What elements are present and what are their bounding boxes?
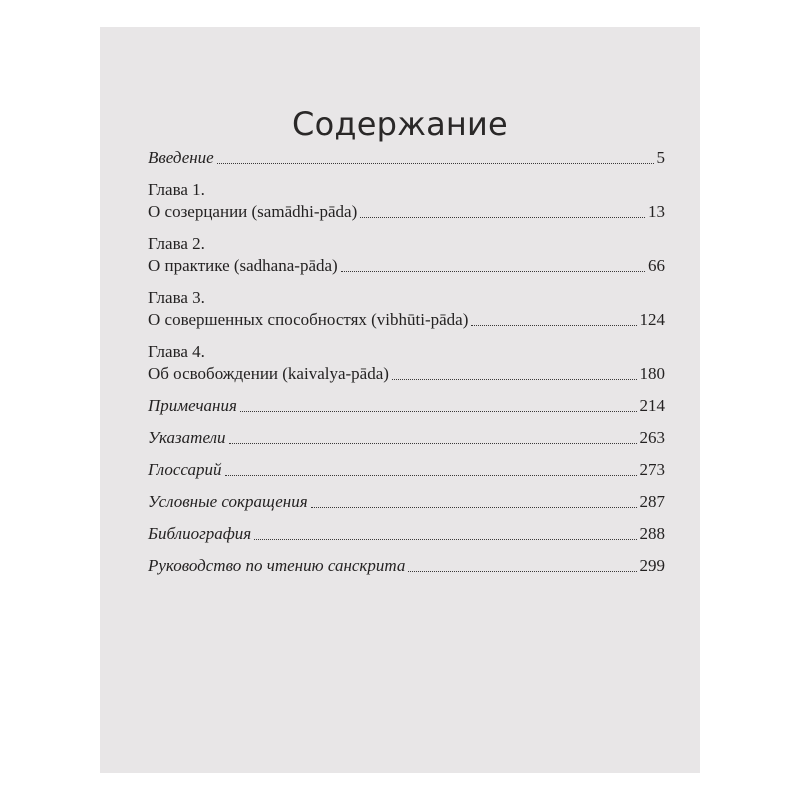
toc-entry-text: Об освобождении (kaivalya-pāda) [148, 364, 389, 383]
page-title: Содержание [292, 105, 508, 143]
dot-leader [408, 571, 636, 572]
toc-entry-chapter-1 [148, 179, 665, 223]
toc-entry-text: О совершенных способностях (vibhūti-pāda) [148, 310, 469, 329]
chapter-label: Глава 1. [148, 180, 205, 199]
toc-entry-bibliography [148, 523, 665, 545]
chapter-label: Глава 3. [148, 288, 205, 307]
toc-entry-text: Примечания [148, 396, 237, 415]
dot-leader [217, 163, 654, 164]
toc-entry-chapter-3 [148, 287, 665, 331]
toc-page-number: 287 [639, 492, 665, 511]
dot-leader [225, 475, 637, 476]
toc-entry-notes [148, 395, 665, 417]
toc-page-number: 13 [648, 202, 665, 221]
toc-entry-chapter-2 [148, 233, 665, 277]
toc-entry-text: Руководство по чтению санскрита [148, 556, 406, 575]
dot-leader [341, 271, 645, 272]
dot-leader [311, 507, 637, 508]
toc-entry-text: Указатели [148, 428, 226, 447]
toc-page-number: 180 [639, 364, 665, 383]
toc-page-number: 66 [648, 256, 665, 275]
book-page [100, 27, 700, 773]
table-of-contents [148, 147, 665, 577]
toc-entry-text: Библиография [148, 524, 252, 543]
toc-entry-abbreviations [148, 491, 665, 513]
dot-leader [392, 379, 637, 380]
toc-page-number: 124 [639, 310, 665, 329]
toc-entry-chapter-4 [148, 341, 665, 385]
toc-page-number: 5 [656, 148, 665, 167]
toc-page-number: 273 [639, 460, 665, 479]
toc-page-number: 288 [639, 524, 665, 543]
dot-leader [240, 411, 637, 412]
toc-entry-text: Введение [148, 148, 214, 167]
toc-entry-indexes [148, 427, 665, 449]
chapter-label: Глава 4. [148, 342, 205, 361]
dot-leader [229, 443, 637, 444]
dot-leader [254, 539, 636, 540]
toc-entry-text: О созерцании (samādhi-pāda) [148, 202, 358, 221]
toc-entry-glossary [148, 459, 665, 481]
toc-entry-introduction [148, 147, 665, 169]
toc-entry-text: Глоссарий [148, 460, 222, 479]
toc-page-number: 263 [639, 428, 665, 447]
toc-entry-text: Условные сокращения [148, 492, 308, 511]
toc-entry-text: О практике (sadhana-pāda) [148, 256, 338, 275]
toc-page-number: 299 [639, 556, 665, 575]
chapter-label: Глава 2. [148, 234, 205, 253]
toc-page-number: 214 [639, 396, 665, 415]
dot-leader [471, 325, 636, 326]
toc-entry-sanskrit-guide [148, 555, 665, 577]
dot-leader [360, 217, 645, 218]
